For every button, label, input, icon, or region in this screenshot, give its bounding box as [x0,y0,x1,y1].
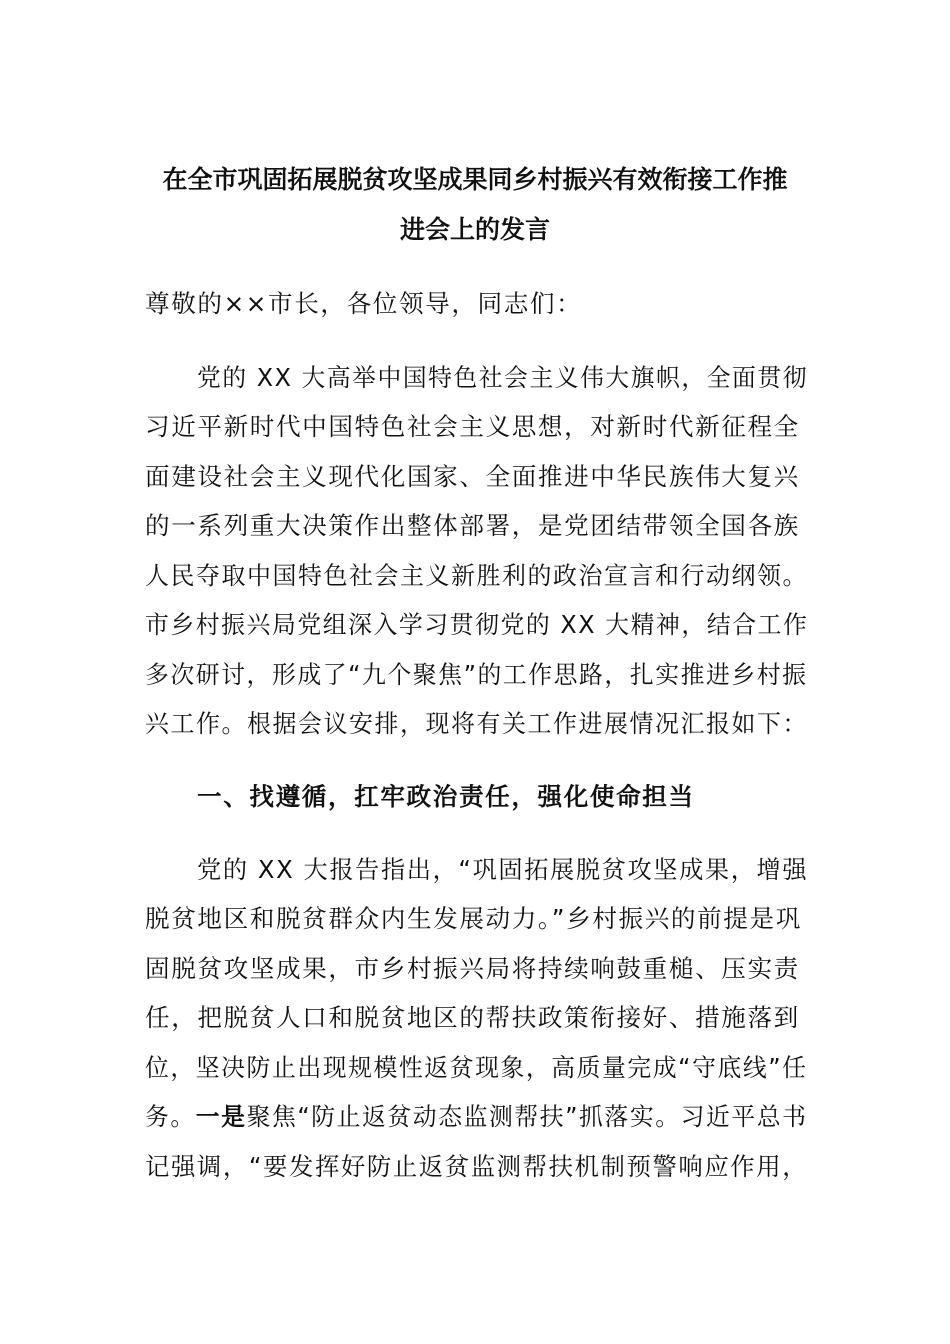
paragraph-line: 兴工作。根据会议安排，现将有关工作进展情况汇报如下： [145,709,809,738]
paragraph-line: 党的 XX 大高举中国特色社会主义伟大旗帜，全面贯彻 [197,363,809,392]
paragraph-line: 固脱贫攻坚成果，市乡村振兴局将持续响鼓重槌、压实责 [145,954,800,983]
paragraph-line: 多次研讨，形成了“九个聚焦”的工作思路，扎实推进乡村振 [145,660,808,689]
document-title-line-2: 进会上的发言 [400,215,551,244]
paragraph-line [145,1098,808,1133]
section-heading: 一、找遵循，扛牢政治责任，强化使命担当 [197,782,695,811]
line-suffix: 聚焦“防止返贫动态监测帮扶”抓落实。习近平总书 [246,1102,808,1131]
paragraph-line: 市乡村振兴局党组深入学习贯彻党的 XX 大精神，结合工作 [145,610,809,639]
paragraph-line: 的一系列重大决策作出整体部署，是党团结带领全国各族 [145,511,800,540]
paragraph-line: 脱贫地区和脱贫群众内生发展动力。”乡村振兴的前提是巩 [145,904,802,933]
paragraph-line: 面建设社会主义现代化国家、全面推进中华民族伟大复兴 [145,462,800,491]
paragraph-line: 党的 XX 大报告指出，“巩固拓展脱贫攻坚成果，增强 [197,855,809,884]
salutation: 尊敬的××市长，各位领导，同志们： [145,289,583,318]
paragraph-line: 任，把脱贫人口和脱贫地区的帮扶政策衔接好、措施落到 [145,1003,800,1032]
paragraph-line: 人民夺取中国特色社会主义新胜利的政治宣言和行动纲领。 [145,561,809,590]
point-marker-bold: 一是 [195,1102,247,1131]
document-title-line-1: 在全市巩固拓展脱贫攻坚成果同乡村振兴有效衔接工作推 [162,165,788,194]
paragraph-line: 习近平新时代中国特色社会主义思想，对新时代新征程全 [145,412,800,441]
paragraph-line: 记强调，“要发挥好防止返贫监测帮扶机制预警响应作用， [145,1152,809,1181]
line-prefix: 务。 [145,1102,196,1131]
paragraph-line: 位，坚决防止出现规模性返贫现象，高质量完成“守底线”任 [145,1053,808,1082]
